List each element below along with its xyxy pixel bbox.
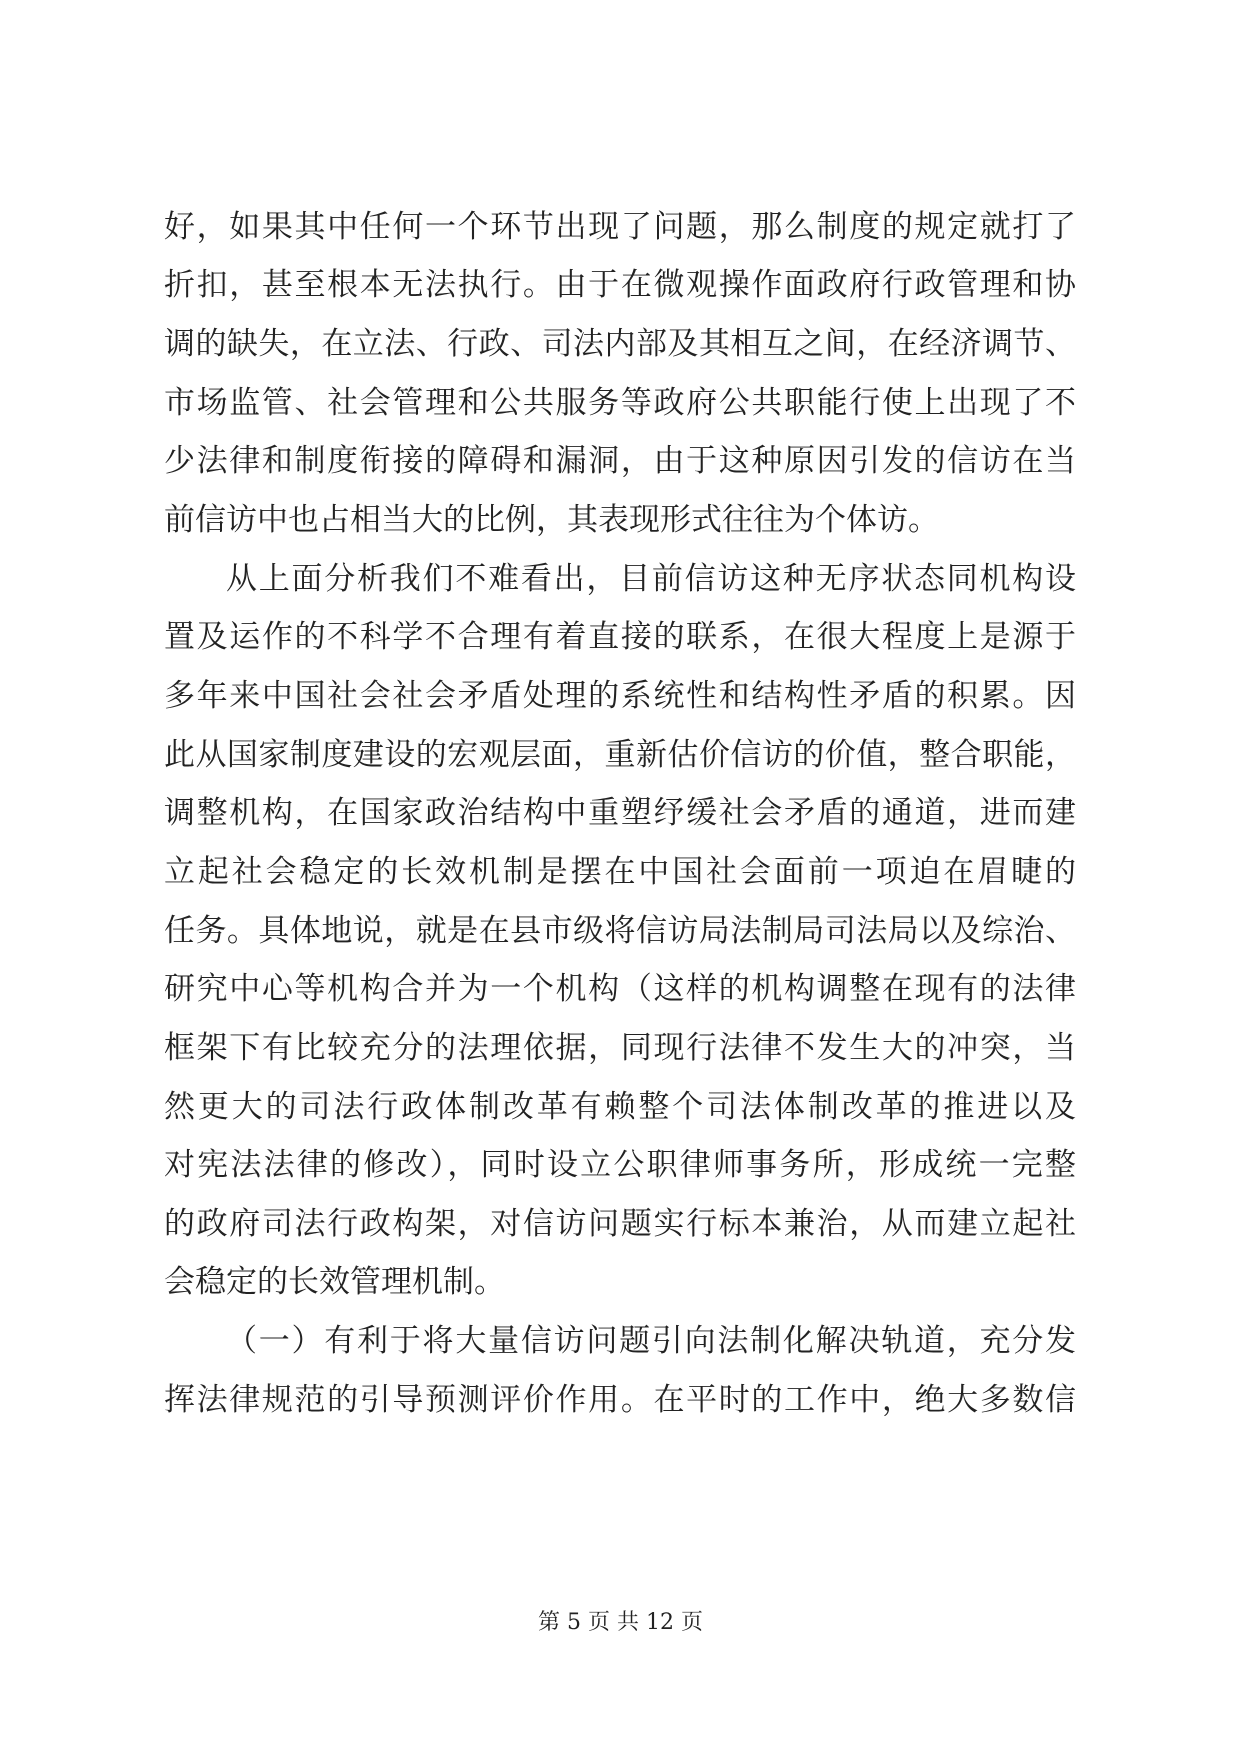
text-line: 置及运作的不科学不合理有着直接的联系，在很大程度上是源于 bbox=[164, 619, 1076, 655]
text-line: 市场监管、社会管理和公共服务等政府公共职能行使上出现了不 bbox=[164, 385, 1076, 421]
text-line: 调整机构，在国家政治结构中重塑纾缓社会矛盾的通道，进而建 bbox=[164, 795, 1076, 831]
text-line: 前信访中也占相当大的比例，其表现形式往往为个体访。 bbox=[164, 502, 939, 538]
paragraph-first-line: （一）有利于将大量信访问题引向法制化解决轨道，充分发 bbox=[226, 1323, 1076, 1359]
text-line: 好，如果其中任何一个环节出现了问题，那么制度的规定就打了 bbox=[164, 209, 1076, 245]
text-line: 少法律和制度衔接的障碍和漏洞，由于这种原因引发的信访在当 bbox=[164, 443, 1076, 479]
text-line: 调的缺失，在立法、行政、司法内部及其相互之间，在经济调节、 bbox=[164, 326, 1076, 362]
text-line: 多年来中国社会社会矛盾处理的系统性和结构性矛盾的积累。因 bbox=[164, 678, 1076, 714]
text-line: 然更大的司法行政体制改革有赖整个司法体制改革的推进以及 bbox=[164, 1089, 1076, 1125]
text-line: 对宪法法律的修改），同时设立公职律师事务所，形成统一完整 bbox=[164, 1147, 1076, 1183]
text-line: 此从国家制度建设的宏观层面，重新估价信访的价值，整合职能， bbox=[164, 737, 1076, 773]
text-line: 折扣，甚至根本无法执行。由于在微观操作面政府行政管理和协 bbox=[164, 267, 1076, 303]
paragraph-first-line: 从上面分析我们不难看出，目前信访这种无序状态同机构设 bbox=[226, 561, 1076, 597]
text-line: 挥法律规范的引导预测评价作用。在平时的工作中，绝大多数信 bbox=[164, 1382, 1076, 1418]
text-line: 框架下有比较充分的法理依据，同现行法律不发生大的冲突，当 bbox=[164, 1030, 1076, 1066]
page-footer: 第 5 页 共 12 页 bbox=[538, 1610, 703, 1635]
text-line: 会稳定的长效管理机制。 bbox=[164, 1264, 505, 1300]
text-line: 研究中心等机构合并为一个机构（这样的机构调整在现有的法律 bbox=[164, 971, 1076, 1007]
text-line: 立起社会稳定的长效机制是摆在中国社会面前一项迫在眉睫的 bbox=[164, 854, 1076, 890]
text-line: 任务。具体地说，就是在县市级将信访局法制局司法局以及综治、 bbox=[164, 913, 1076, 949]
text-line: 的政府司法行政构架，对信访问题实行标本兼治，从而建立起社 bbox=[164, 1206, 1076, 1242]
